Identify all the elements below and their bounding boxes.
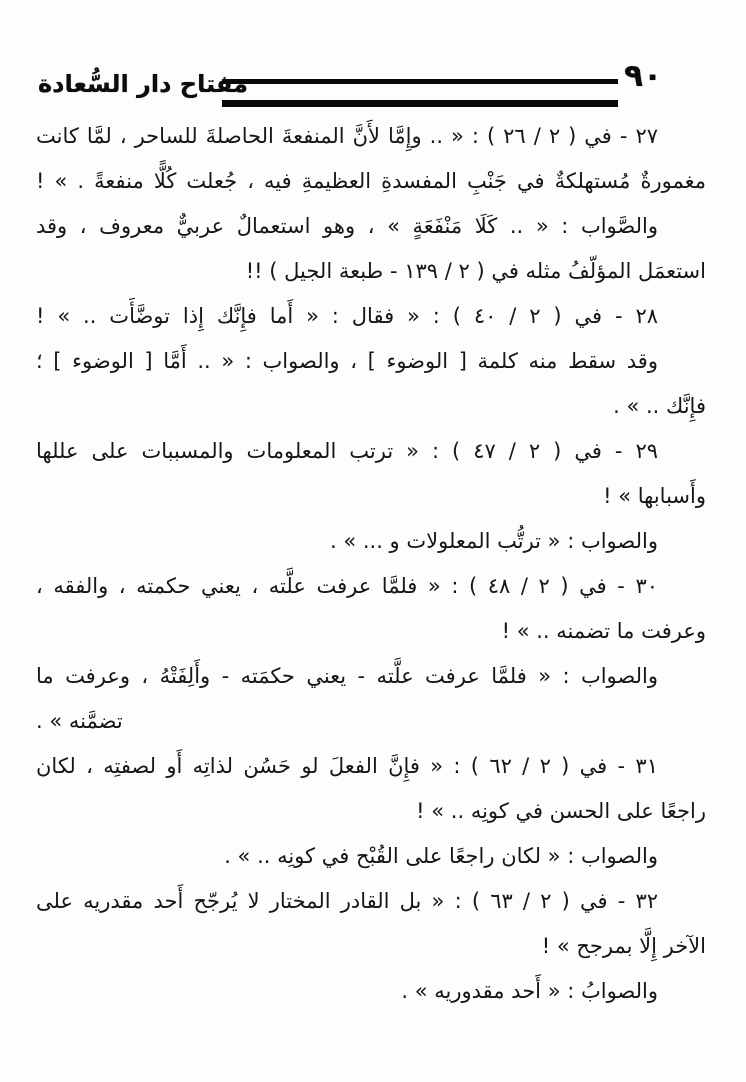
text-line: استعمَل المؤلّفُ مثله في ( ٢ / ١٣٩ - طبعة الجيل ) !! <box>245 259 706 283</box>
text-line: وأَسبابها » ! <box>603 484 706 508</box>
text-line: ٢٩ - في ( ٢ / ٤٧ ) : « ترتب المعلومات والمسببات على عللها <box>36 439 658 463</box>
text-line: ٢٧ - في ( ٢ / ٢٦ ) : « .. وإِمَّا لأَنَّ المنفعةَ الحاصلةَ للساحر ، لمَّا كانت <box>36 124 658 148</box>
text-lines <box>36 114 706 1014</box>
header-double-rule <box>222 79 618 107</box>
text-line: والصواب : « فلمَّا عرفت علَّته - يعني حكمَته - وأَلِفَتْهُ ، وعرفت ما <box>36 664 658 688</box>
text-line: وقد سقط منه كلمة [ الوضوء ] ، والصواب : « .. أَمَّا [ الوضوء ] ؛ <box>36 349 658 373</box>
text-line: ٣٢ - في ( ٢ / ٦٣ ) : « بل القادر المختار لا يُرجّح أَحد مقدريه على <box>36 889 658 913</box>
text-line: فإِنَّك .. » . <box>613 394 706 418</box>
text-line: وعرفت ما تضمنه .. » ! <box>501 619 706 643</box>
text-line: تضمَّنه » . <box>36 709 123 733</box>
text-line: راجعًا على الحسن في كونِه .. » ! <box>416 799 706 823</box>
page-number: ٩٠ <box>624 58 662 94</box>
text-line: والصواب : « ترتُّب المعلولات و ... » . <box>329 529 658 553</box>
text-line: ٣١ - في ( ٢ / ٦٢ ) : « فإِنَّ الفعلَ لو حَسُن لذاتِه أَو لصفتِه ، لكان <box>36 754 658 778</box>
text-line: والصواب : « لكان راجعًا على القُبْح في كونِه .. » . <box>224 844 658 868</box>
text-line: ٢٨ - في ( ٢ / ٤٠ ) : « فقال : « أَما فإِنَّك إِذا توضَّأَت .. » ! <box>36 304 658 328</box>
page-header <box>0 58 746 110</box>
text-line: ٣٠ - في ( ٢ / ٤٨ ) : « فلمَّا عرفت علَّته ، يعني حكمته ، والفقه ، <box>36 574 659 598</box>
text-line: والصَّواب : « .. كَلَا مَنْفَعَةٍ » ، وهو استعمالٌ عربيٌّ معروف ، وقد <box>36 214 658 238</box>
text-line: والصوابُ : « أَحد مقدوريه » . <box>401 979 658 1003</box>
text-line: مغمورةٌ مُستهلكةٌ في جَنْبِ المفسدةِ العظيمةِ فيه ، جُعلت كُلًّا منفعةً . » ! <box>36 169 706 193</box>
book-title: مفتاح دار السُّعادة <box>38 70 249 98</box>
text-line: الآخر إِلَّا بمرجح » ! <box>541 934 706 958</box>
